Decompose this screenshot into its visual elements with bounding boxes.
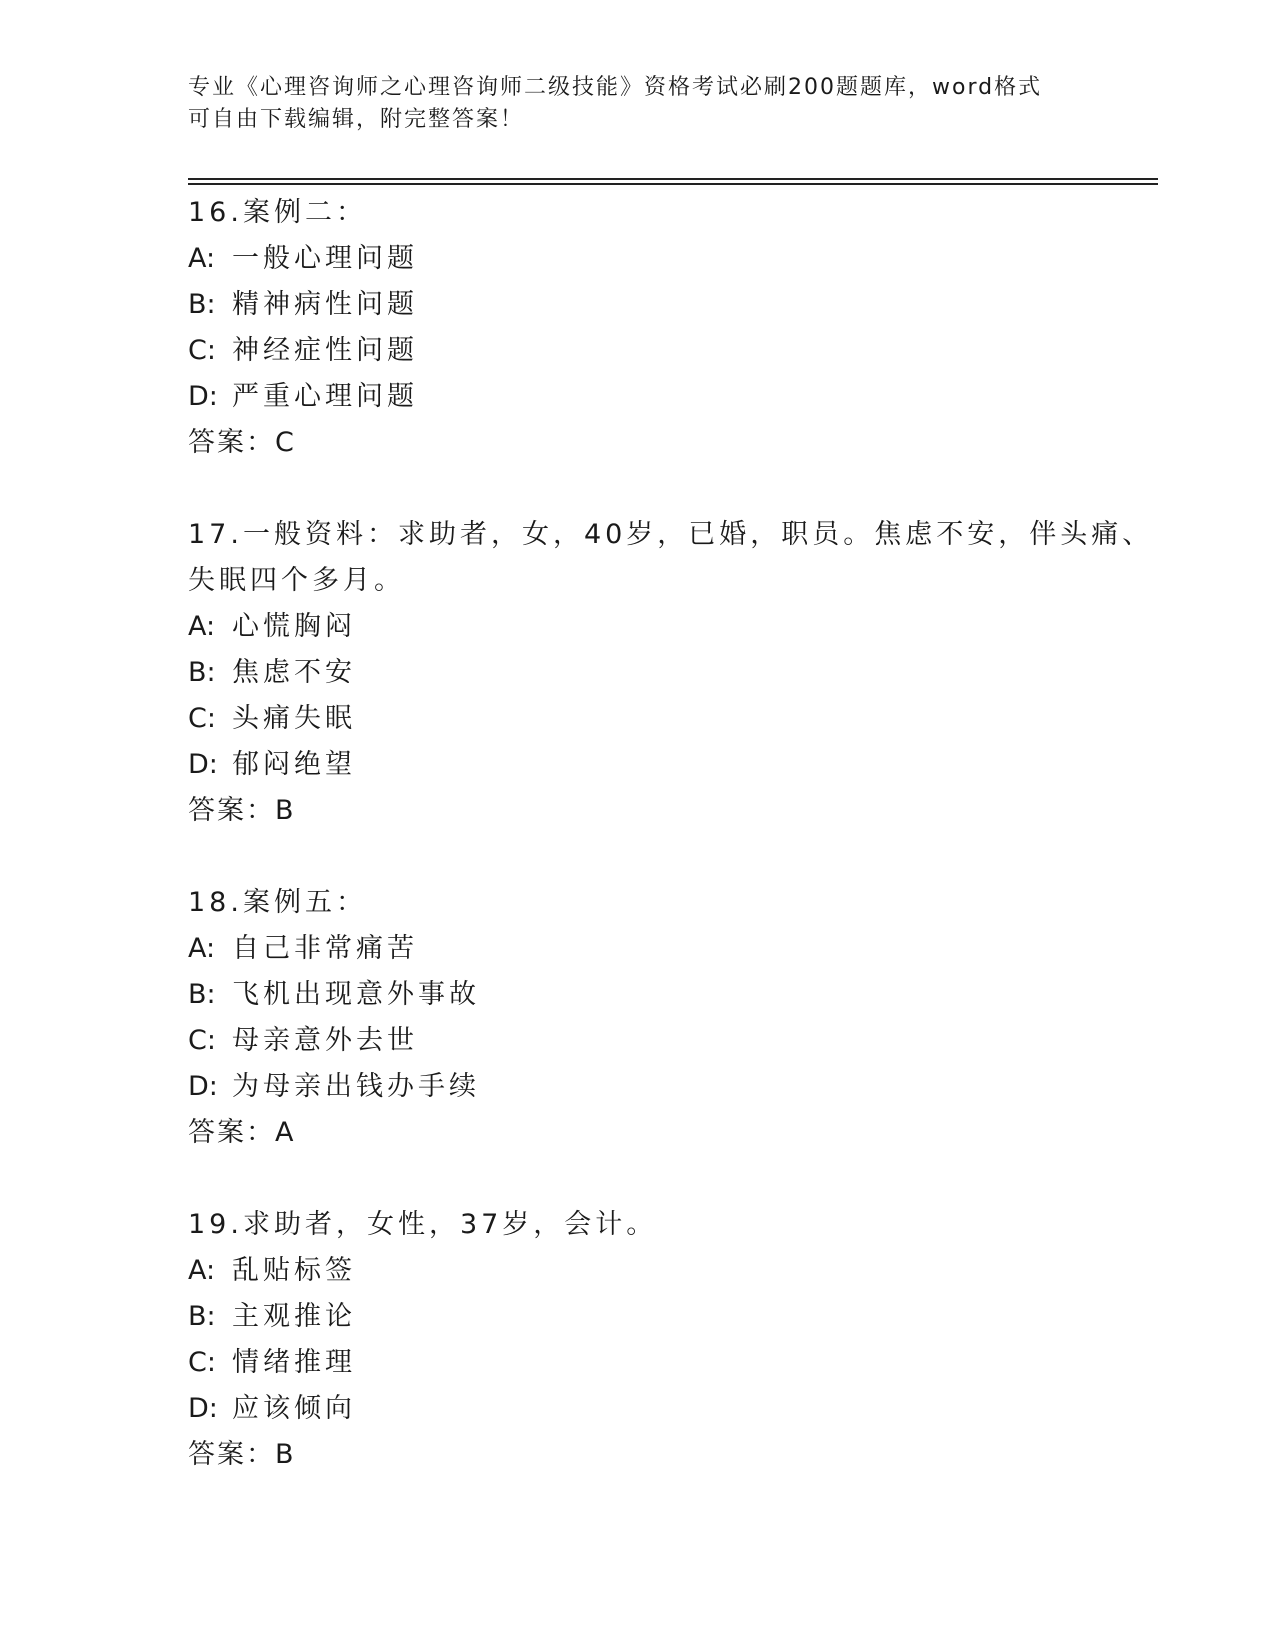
answer-line: 答案：B bbox=[188, 1439, 296, 1470]
option-letter: C: bbox=[188, 335, 216, 366]
option-a bbox=[188, 604, 1088, 650]
header-divider-top bbox=[188, 178, 1158, 180]
option-text: 神经症性问题 bbox=[232, 335, 418, 366]
option-text: 一般心理问题 bbox=[232, 243, 418, 274]
answer-line: 答案：B bbox=[188, 795, 296, 826]
option-letter: B: bbox=[188, 1301, 216, 1332]
option-text: 自己非常痛苦 bbox=[232, 933, 418, 964]
option-text: 为母亲出钱办手续 bbox=[232, 1071, 480, 1102]
option-d bbox=[188, 1064, 1088, 1110]
question-stem: 19.求助者，女性，37岁，会计。 bbox=[188, 1209, 658, 1240]
option-letter: D: bbox=[188, 1393, 218, 1424]
option-letter: A: bbox=[188, 933, 216, 964]
option-text: 郁闷绝望 bbox=[232, 749, 356, 780]
option-c bbox=[188, 1018, 1088, 1064]
option-letter: D: bbox=[188, 381, 218, 412]
option-letter: D: bbox=[188, 749, 218, 780]
option-c bbox=[188, 328, 1088, 374]
option-letter: D: bbox=[188, 1071, 218, 1102]
document-header bbox=[188, 72, 1088, 136]
option-a bbox=[188, 926, 1088, 972]
option-text: 情绪推理 bbox=[232, 1347, 356, 1378]
option-text: 主观推论 bbox=[232, 1301, 356, 1332]
option-text: 母亲意外去世 bbox=[232, 1025, 418, 1056]
option-letter: A: bbox=[188, 611, 216, 642]
option-letter: B: bbox=[188, 979, 216, 1010]
header-line-2: 可自由下载编辑，附完整答案！ bbox=[188, 107, 525, 132]
option-b bbox=[188, 972, 1088, 1018]
option-text: 头痛失眠 bbox=[232, 703, 356, 734]
option-text: 焦虑不安 bbox=[232, 657, 356, 688]
option-text: 精神病性问题 bbox=[232, 289, 418, 320]
header-divider-bottom bbox=[188, 183, 1158, 185]
option-b bbox=[188, 650, 1088, 696]
option-text: 应该倾向 bbox=[232, 1393, 356, 1424]
answer-line: 答案：A bbox=[188, 1117, 296, 1148]
option-text: 飞机出现意外事故 bbox=[232, 979, 480, 1010]
question-item bbox=[188, 1202, 1088, 1478]
option-letter: C: bbox=[188, 1025, 216, 1056]
option-b bbox=[188, 282, 1088, 328]
answer-line: 答案：C bbox=[188, 427, 296, 458]
question-stem: 17.一般资料：求助者，女，40岁，已婚，职员。焦虑不安，伴头痛、 bbox=[188, 519, 1154, 550]
option-letter: B: bbox=[188, 657, 216, 688]
option-b bbox=[188, 1294, 1088, 1340]
question-stem-continued: 失眠四个多月。 bbox=[188, 565, 405, 596]
question-item bbox=[188, 190, 1088, 466]
question-item bbox=[188, 512, 1154, 834]
header-line-1: 专业《心理咨询师之心理咨询师二级技能》资格考试必刷200题题库，word格式 bbox=[188, 75, 1043, 100]
option-letter: C: bbox=[188, 703, 216, 734]
option-a bbox=[188, 1248, 1088, 1294]
option-letter: B: bbox=[188, 289, 216, 320]
question-item bbox=[188, 880, 1088, 1156]
option-text: 严重心理问题 bbox=[232, 381, 418, 412]
option-letter: C: bbox=[188, 1347, 216, 1378]
question-stem: 18.案例五： bbox=[188, 887, 367, 918]
option-c bbox=[188, 696, 1088, 742]
option-a bbox=[188, 236, 1088, 282]
option-d bbox=[188, 742, 1088, 788]
option-text: 乱贴标签 bbox=[232, 1255, 356, 1286]
option-d bbox=[188, 374, 1088, 420]
option-d bbox=[188, 1386, 1088, 1432]
option-letter: A: bbox=[188, 243, 216, 274]
option-letter: A: bbox=[188, 1255, 216, 1286]
question-list bbox=[188, 190, 1154, 1478]
option-text: 心慌胸闷 bbox=[232, 611, 356, 642]
option-c bbox=[188, 1340, 1088, 1386]
question-stem: 16.案例二： bbox=[188, 197, 367, 228]
